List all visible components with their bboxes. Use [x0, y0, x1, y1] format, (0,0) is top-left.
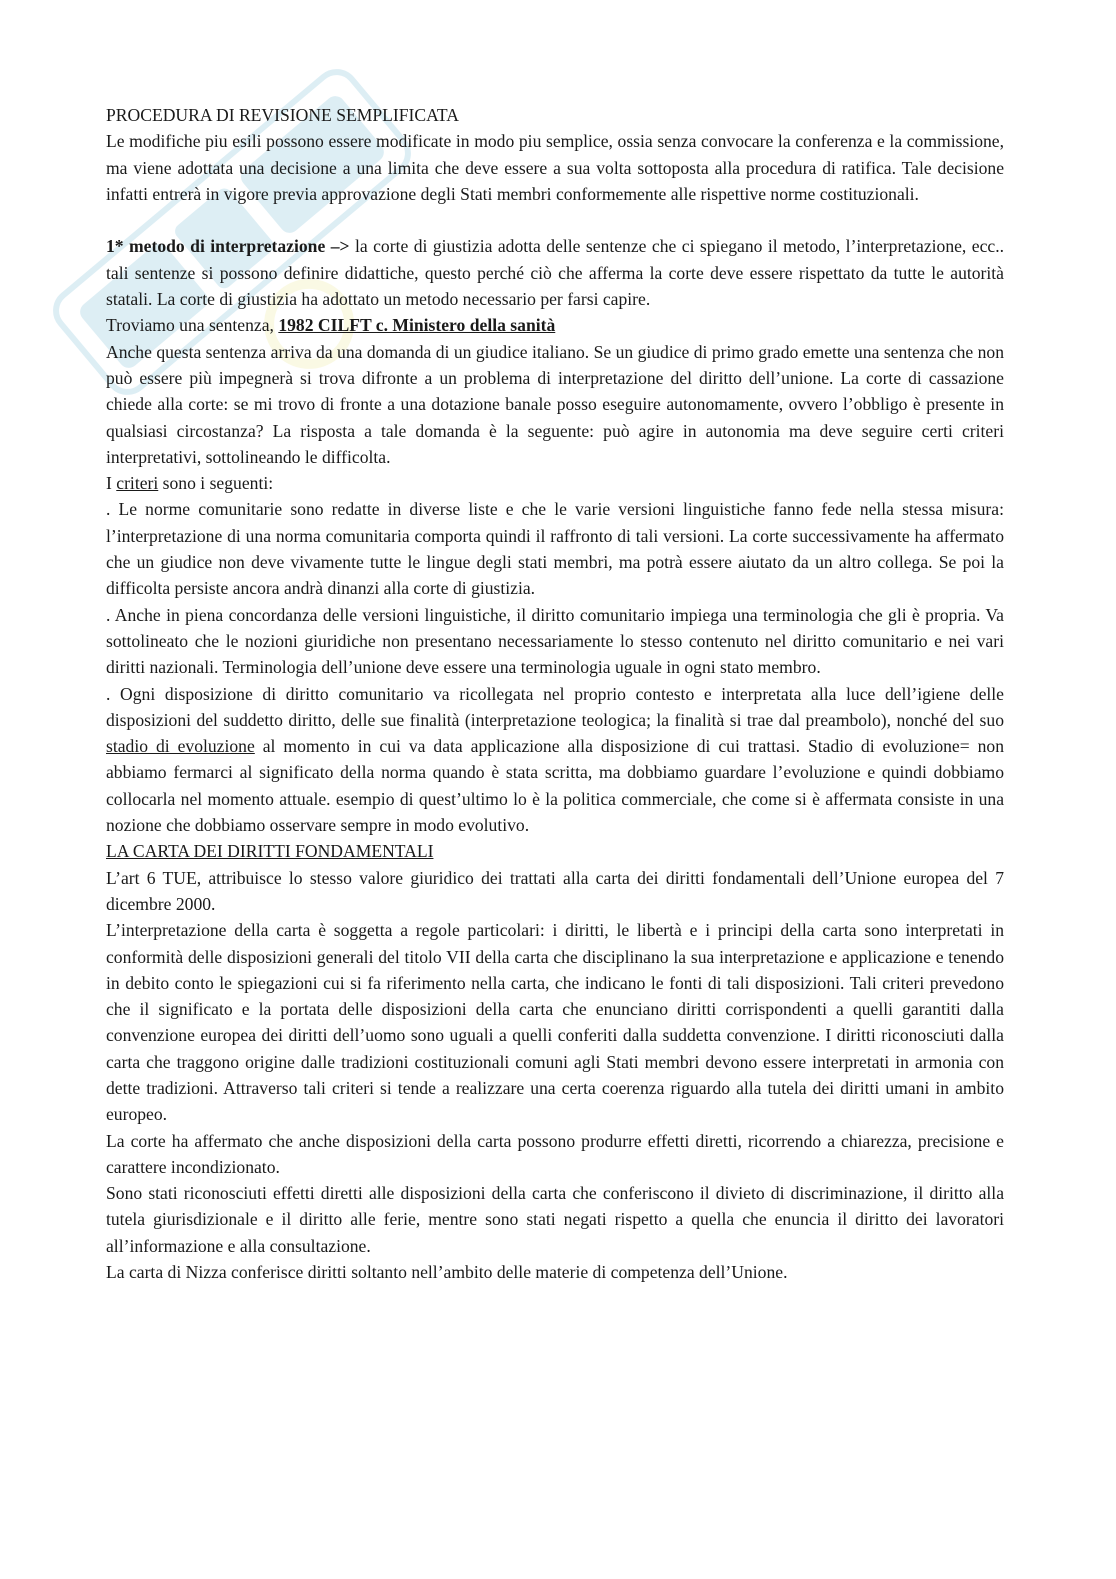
case-name: 1982 CILFT c. Ministero della sanità [278, 315, 556, 336]
paragraph-carta-1: L’art 6 TUE, attribuisce lo stesso valore giuridico dei trattati alla carta dei diritti fondamentali dell’Unione europea del 7 dicembre 2000. [106, 867, 1004, 914]
section-title-carta: LA CARTA DEI DIRITTI FONDAMENTALI [106, 841, 434, 862]
paragraph-criteria-intro [106, 470, 1004, 496]
section-title-procedura: PROCEDURA DI REVISIONE SEMPLIFICATA [106, 105, 459, 125]
criteria-suffix: sono i seguenti: [158, 473, 274, 494]
criterion-3-text-b: al momento in cui va data applicazione alla disposizione di cui trattasi. Stadio di evoluzione= non abbiamo fermarci al significato della norma quando è stata scritta, ma dobbiamo guardare l’evoluzione e quindi dobbiamo collocarla nel momento attuale. esempio di quest’ultimo lo è la politica commerciale, che come si è affermata consiste in una nozione che dobbiamo osservare sempre in modo evolutivo. [106, 736, 1004, 836]
case-intro-text: Troviamo una sentenza, [106, 315, 279, 336]
paragraph-metodo [106, 233, 1004, 312]
paragraph-carta-5: La carta di Nizza conferisce diritti soltanto nell’ambito delle materie di competenza dell’Unione. [106, 1262, 788, 1283]
paragraph-carta-3: La corte ha affermato che anche disposizioni della carta possono produrre effetti diretti, ricorrendo a chiarezza, precisione e carattere incondizionato. [106, 1130, 1004, 1177]
criteria-prefix: I [106, 473, 117, 494]
document-body [106, 102, 1004, 1285]
metodo-heading: 1* metodo di interpretazione [106, 236, 326, 257]
paragraph-carta-4: Sono stati riconosciuti effetti diretti alle disposizioni della carta che conferiscono il divieto di discriminazione, il diritto alla tutela giurisdizionale e il diritto alle ferie, mentre sono stati negati rispetto a quella che enuncia il diritto dei lavoratori all’informazione e alla consultazione. [106, 1183, 1004, 1256]
paragraph-procedura: Le modifiche piu esili possono essere modificate in modo piu semplice, ossia senza convocare la conferenza e la commissione, ma viene adottata una decisione a una limita che deve essere a sua volta sottoposta alla procedura di ratifica. Tale decisione infatti entrerà in vigore previa approvazione degli Stati membri conformemente alle rispettive norme costituzionali. [106, 131, 1004, 204]
criterion-3-text-a: . Ogni disposizione di diritto comunitario va ricollegata nel proprio contesto e interpretata alla luce dell’igiene delle disposizioni del suddetto diritto, delle sue finalità (interpretazione teologica; la finalità si trae dal preambolo), nonché del suo [106, 683, 1004, 730]
paragraph-case: Anche questa sentenza arriva da una domanda di un giudice italiano. Se un giudice di primo grado emette una sentenza che non può essere più impegnerà si trova difronte a un problema di interpretazione del diritto dell’unione. La corte di cassazione chiede alla corte: se mi trovo di fronte a una dotazione banale posso eseguire autonomamente, ovvero l’obbligo è presente in qualsiasi circostanza? La risposta a tale domanda è la seguente: può agire in autonomia ma deve seguire certi criteri interpretativi, sottolineando le difficolta. [106, 341, 1004, 467]
paragraph-carta-2: L’interpretazione della carta è soggetta a regole particolari: i diritti, le libertà e i principi della carta sono interpretati in conformità delle disposizioni generali del titolo VII della carta che disciplinano la sua interpretazione e applicazione e tenendo in debito conto le spiegazioni cui si fa riferimento nella carta, che indicano le fonti di tali disposizioni. Tali criteri prevedono che il significato e la portata delle disposizioni della carta che enunciano diritti corrispondenti a quelli garantiti dalla convenzione europea dei diritti dell’uomo sono uguali a quelli conferiti dalla suddetta convenzione. I diritti riconosciuti dalla carta che traggono origine dalle tradizioni costituzionali comuni agli Stati membri devono essere interpretati in armonia con dette tradizioni. Attraverso tali criteri si tende a realizzare una certa coerenza riguardo alla tutela dei diritti umani in ambito europeo. [106, 920, 1004, 1125]
metodo-text: la corte di giustizia adotta delle sentenze che ci spiegano il metodo, l’interpretazione, ecc.. tali sentenze si possono definire didattiche, questo perché ciò che afferma la corte deve essere rispettato da tutte le autorità statali. La corte di giustizia ha adottato un metodo necessario per farsi capire. [106, 236, 1004, 310]
criterion-3 [106, 681, 1004, 839]
arrow-symbol: –> [325, 236, 355, 257]
paragraph-case-intro [106, 312, 1004, 338]
criterion-2: . Anche in piena concordanza delle versioni linguistiche, il diritto comunitario impiega una terminologia che gli è propria. Va sottolineato che le nozioni giuridiche non presentano necessariamente lo stesso contenuto nel diritto comunitario e nei vari diritti nazionali. Terminologia dell’unione deve essere una terminologia uguale in ogni stato membro. [106, 604, 1004, 678]
criteria-word: criteri [116, 473, 159, 494]
criterion-1: . Le norme comunitarie sono redatte in diverse liste e che le varie versioni linguistiche fanno fede nella stessa misura: l’interpretazione di una norma comunitaria comporta quindi il raffronto di tali versioni. La corte successivamente ha affermato che un giudice non deve vivamente tutte le lingue degli stati membri, ma potrà essere aiutato da un altro collega. Se poi la difficolta persiste ancora andrà dinanzi alla corte di giustizia. [106, 499, 1004, 599]
spacer [106, 207, 1004, 233]
criterion-3-underlined: stadio di evoluzione [106, 736, 255, 757]
